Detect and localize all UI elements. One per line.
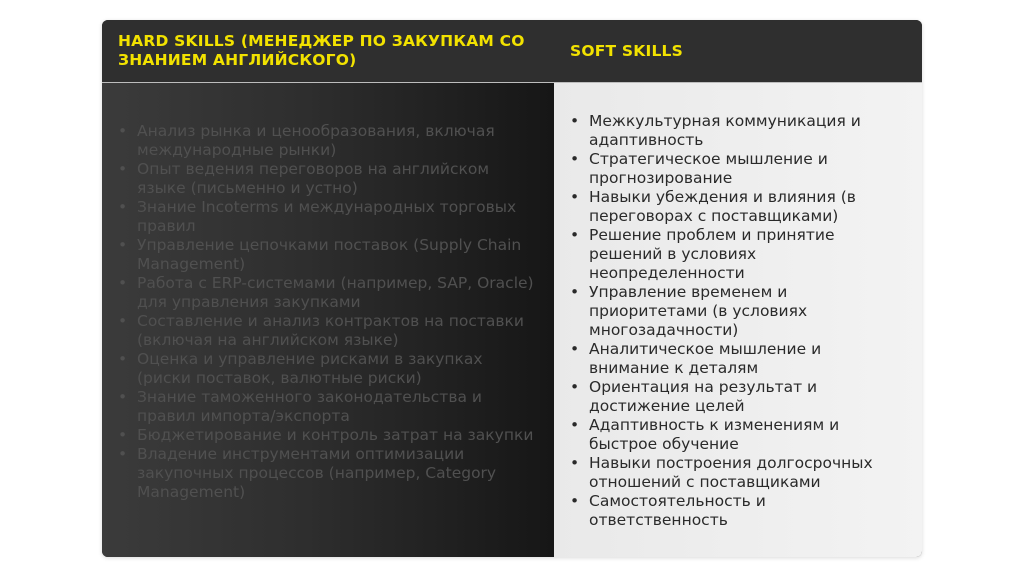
table-header: [102, 20, 922, 83]
bullet-icon: •: [570, 416, 580, 434]
list-item-text: Навыки убеждения и влияния (в переговорах с поставщиками): [589, 188, 856, 225]
bullet-icon: •: [118, 236, 128, 254]
list-item: [118, 274, 534, 312]
list-item: [118, 122, 534, 160]
bullet-icon: •: [118, 388, 128, 406]
list-item: [570, 188, 900, 226]
list-item: [570, 454, 900, 492]
list-item: [118, 445, 534, 502]
list-item-text: Ориентация на результат и достижение целей: [589, 378, 818, 415]
hard-skills-heading: HARD SKILLS (МЕНЕДЖЕР ПО ЗАКУПКАМ СО ЗНАНИЕМ АНГЛИЙСКОГО): [118, 32, 525, 69]
list-item: [118, 312, 534, 350]
list-item-text: Навыки построения долгосрочных отношений с поставщиками: [589, 454, 873, 491]
list-item: [118, 350, 534, 388]
list-item-text: Анализ рынка и ценообразования, включая международные рынки): [137, 122, 495, 159]
bullet-icon: •: [118, 426, 128, 444]
list-item-text: Управление временем и приоритетами (в условиях многозадачности): [589, 283, 808, 339]
list-item-text: Составление и анализ контрактов на поставки (включая на английском языке): [137, 312, 524, 349]
list-item-text: Межкультурная коммуникация и адаптивность: [589, 112, 861, 149]
list-item-text: Опыт ведения переговоров на английском языке (письменно и устно): [137, 160, 490, 197]
bullet-icon: •: [570, 340, 580, 358]
bullet-icon: •: [570, 283, 580, 301]
list-item-text: Стратегическое мышление и прогнозирование: [589, 150, 828, 187]
list-item: [570, 112, 900, 150]
list-item: [118, 198, 534, 236]
bullet-icon: •: [118, 160, 128, 178]
hard-skills-panel: [102, 83, 554, 557]
list-item: [570, 150, 900, 188]
list-item: [118, 388, 534, 426]
list-item: [570, 378, 900, 416]
bullet-icon: •: [570, 188, 580, 206]
bullet-icon: •: [118, 312, 128, 330]
bullet-icon: •: [118, 198, 128, 216]
list-item: [570, 340, 900, 378]
list-item: [118, 236, 534, 274]
bullet-icon: •: [570, 454, 580, 472]
bullet-icon: •: [118, 350, 128, 368]
list-item-text: Управление цепочками поставок (Supply Chain Management): [137, 236, 522, 273]
list-item-text: Оценка и управление рисками в закупках (риски поставок, валютные риски): [137, 350, 483, 387]
bullet-icon: •: [118, 445, 128, 463]
list-item-text: Решение проблем и принятие решений в условиях неопределенности: [589, 226, 835, 282]
bullet-icon: •: [570, 150, 580, 168]
soft-skills-panel: [554, 83, 922, 557]
bullet-icon: •: [118, 274, 128, 292]
soft-skills-heading: SOFT SKILLS: [570, 41, 683, 60]
list-item: [570, 283, 900, 340]
list-item-text: Бюджетирование и контроль затрат на закупки: [137, 426, 534, 444]
list-item-text: Самостоятельность и ответственность: [589, 492, 766, 529]
hard-skills-list: [118, 122, 534, 502]
list-item: [570, 416, 900, 454]
list-item: [118, 426, 534, 445]
skills-table: [102, 20, 922, 557]
bullet-icon: •: [570, 226, 580, 244]
list-item-text: Адаптивность к изменениям и быстрое обучение: [589, 416, 840, 453]
list-item: [118, 160, 534, 198]
soft-skills-list: [570, 112, 900, 530]
bullet-icon: •: [118, 122, 128, 140]
list-item: [570, 226, 900, 283]
list-item-text: Работа с ERP-системами (например, SAP, Oracle) для управления закупками: [137, 274, 534, 311]
list-item-text: Аналитическое мышление и внимание к деталям: [589, 340, 822, 377]
list-item: [570, 492, 900, 530]
bullet-icon: •: [570, 378, 580, 396]
bullet-icon: •: [570, 492, 580, 510]
list-item-text: Знание таможенного законодательства и правил импорта/экспорта: [137, 388, 482, 425]
list-item-text: Владение инструментами оптимизации закупочных процессов (например, Category Management): [137, 445, 497, 501]
bullet-icon: •: [570, 112, 580, 130]
list-item-text: Знание Incoterms и международных торговых правил: [137, 198, 517, 235]
